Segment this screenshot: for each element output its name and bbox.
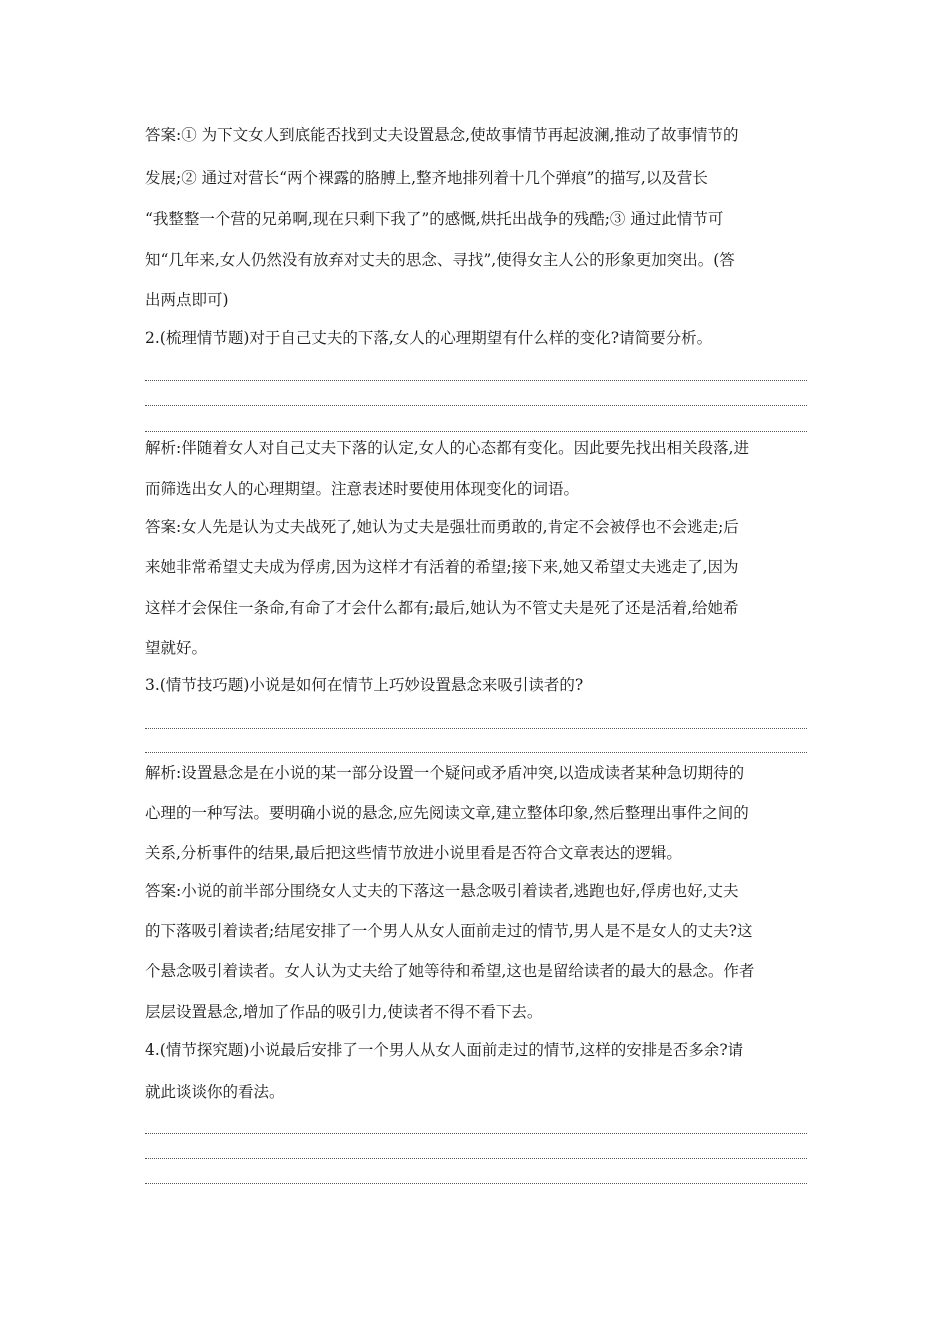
answer-line: “我整整一个营的兄弟啊,现在只剩下我了”的感慨,烘托出战争的残酷;③ 通过此情节可 [145,210,724,228]
answer-rule [145,405,807,406]
analysis-line: 解析:设置悬念是在小说的某一部分设置一个疑问或矛盾冲突,以造成读者某种急切期待的 [145,764,745,782]
answer-line: 答案:女人先是认为丈夫战死了,她认为丈夫是强壮而勇敢的,肯定不会被俘也不会逃走;后 [145,518,739,536]
answer-rule [145,380,807,381]
analysis-line: 心理的一种写法。要明确小说的悬念,应先阅读文章,建立整体印象,然后整理出事件之间的 [145,804,749,822]
answer-rule [145,1158,807,1159]
analysis-line: 关系,分析事件的结果,最后把这些情节放进小说里看是否符合文章表达的逻辑。 [145,844,682,862]
question-4: 4.(情节探究题)小说最后安排了一个男人从女人面前走过的情节,这样的安排是否多余?请 [145,1041,744,1059]
analysis-line: 解析:伴随着女人对自己丈夫下落的认定,女人的心态都有变化。因此要先找出相关段落,进 [145,439,750,457]
answer-line: 的下落吸引着读者;结尾安排了一个男人从女人面前走过的情节,男人是不是女人的丈夫?这 [145,922,753,940]
answer-line: 来她非常希望丈夫成为俘虏,因为这样才有活着的希望;接下来,她又希望丈夫逃走了,因为 [145,558,739,576]
answer-rule [145,1183,807,1184]
answer-line: 这样才会保住一条命,有命了才会什么都有;最后,她认为不管丈夫是死了还是活着,给她希 [145,599,739,617]
answer-rule [145,431,807,432]
answer-rule [145,728,807,729]
answer-line: 层层设置悬念,增加了作品的吸引力,使读者不得不看下去。 [145,1003,543,1021]
answer-rule [145,1133,807,1134]
answer-line: 知“几年来,女人仍然没有放弃对丈夫的思念、寻找”,使得女主人公的形象更加突出。(答 [145,251,735,269]
question-2: 2.(梳理情节题)对于自己丈夫的下落,女人的心理期望有什么样的变化?请简要分析。 [145,329,713,347]
answer-line: 答案:① 为下文女人到底能否找到丈夫设置悬念,使故事情节再起波澜,推动了故事情节的 [145,126,739,144]
answer-line: 出两点即可) [145,291,229,309]
answer-line: 发展;② 通过对营长“两个裸露的胳膊上,整齐地排列着十几个弹痕”的描写,以及营长 [145,169,708,187]
analysis-line: 而筛选出女人的心理期望。注意表述时要使用体现变化的词语。 [145,480,580,498]
answer-rule [145,752,807,753]
question-3: 3.(情节技巧题)小说是如何在情节上巧妙设置悬念来吸引读者的? [145,676,584,694]
question-4-continued: 就此谈谈你的看法。 [145,1083,285,1101]
answer-line: 个悬念吸引着读者。女人认为丈夫给了她等待和希望,这也是留给读者的最大的悬念。作者 [145,962,755,980]
answer-line: 望就好。 [145,639,208,657]
answer-line: 答案:小说的前半部分围绕女人丈夫的下落这一悬念吸引着读者,逃跑也好,俘虏也好,丈夫 [145,882,739,900]
